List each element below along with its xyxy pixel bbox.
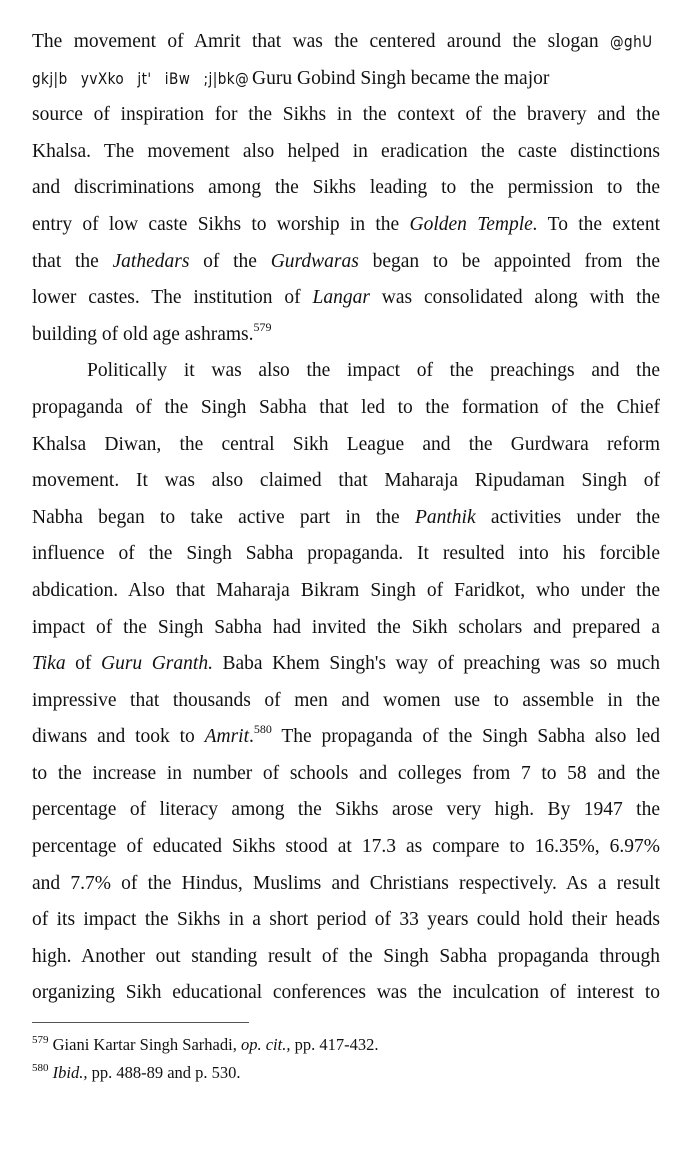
text-line xyxy=(32,646,660,683)
text-line: of its impact the Sikhs in a short period of 33 years could hold their heads xyxy=(32,909,660,931)
text-line: percentage of literacy among the Sikhs arose very high. By 1947 the xyxy=(32,799,660,821)
italic-term: op. cit., xyxy=(240,1035,291,1054)
text-line: and 7.7% of the Hindus, Muslims and Christians respectively. As a result xyxy=(32,872,660,894)
text-line: high. Another out standing result of the Singh Sabha propaganda through xyxy=(32,945,660,967)
text-line xyxy=(32,244,660,281)
paragraph-amrit-movement xyxy=(32,24,660,353)
text: pp. 488-89 and p. 530. xyxy=(87,1063,241,1082)
text-line xyxy=(32,207,660,244)
text-line: Politically it was also the impact of the preachings and the xyxy=(87,360,660,382)
gurmukhi-slogan: @ghU xyxy=(609,32,653,51)
footnote-579 xyxy=(32,1031,660,1059)
footnote-number: 579 xyxy=(32,1034,49,1046)
text: of xyxy=(65,653,101,675)
italic-term: Jathedars xyxy=(112,250,190,272)
text-line: Khalsa Diwan, the central Sikh League and the Gurdwara reform xyxy=(32,433,660,455)
text-line: impact of the Singh Sabha had invited the Sikh scholars and prepared a xyxy=(32,616,660,638)
footnote-ref-579[interactable]: 579 xyxy=(253,319,272,334)
document-body xyxy=(32,24,660,1012)
italic-term: Tika xyxy=(32,653,66,675)
text-line: Khalsa. The movement also helped in eradication the caste distinctions xyxy=(32,140,660,162)
text-line xyxy=(32,719,660,756)
italic-term: Ibid., xyxy=(52,1063,88,1082)
italic-term: Amrit xyxy=(204,726,250,748)
footnote-580 xyxy=(32,1059,660,1087)
text: of the xyxy=(189,250,271,272)
text: began to be appointed from the xyxy=(358,250,660,272)
text-line xyxy=(32,317,660,354)
text-line: to the increase in number of schools and colleges from 7 to 58 and the xyxy=(32,762,660,784)
text: activities under the xyxy=(475,506,660,528)
text-line: source of inspiration for the Sikhs in the context of the bravery and the xyxy=(32,104,660,126)
text: Giani Kartar Singh Sarhadi, xyxy=(48,1035,241,1054)
text-line: movement. It was also claimed that Maharaja Ripudaman Singh of xyxy=(32,470,660,492)
text: Baba Khem Singh's way of preaching was so much xyxy=(212,653,661,675)
text-line: influence of the Singh Sabha propaganda. It resulted into his forcible xyxy=(32,543,660,565)
text-line: impressive that thousands of men and women use to assemble in the xyxy=(32,689,660,711)
text: . xyxy=(249,726,254,748)
text-line: organizing Sikh educational conferences was the inculcation of interest to xyxy=(32,982,660,1004)
text: diwans and took to xyxy=(32,726,205,748)
footnote-ref-580[interactable]: 580 xyxy=(253,722,272,737)
text: The movement of Amrit that was the centered around the slogan xyxy=(32,31,610,52)
text-line: abdication. Also that Maharaja Bikram Singh of Faridkot, who under the xyxy=(32,579,660,601)
italic-term: Guru Granth. xyxy=(100,653,213,675)
footnote-number: 580 xyxy=(32,1062,49,1074)
text-line xyxy=(32,280,660,317)
footnote-divider xyxy=(32,1022,249,1023)
text-line xyxy=(32,24,660,61)
footnotes xyxy=(32,1031,660,1087)
text: Guru Gobind Singh became the major xyxy=(237,67,550,89)
text-line xyxy=(32,500,660,537)
gurmukhi-slogan: gkj|b yvXko jt' iBw ;j|bk@ xyxy=(32,68,250,88)
text: that the xyxy=(32,250,113,272)
paragraph-political-impact xyxy=(32,353,660,1012)
text: entry of low caste Sikhs to worship in the xyxy=(32,213,410,235)
text: building of old age ashrams. xyxy=(32,323,254,345)
text-line: propaganda of the Singh Sabha that led to the formation of the Chief xyxy=(32,396,660,418)
italic-term: Golden Temple. xyxy=(409,213,538,235)
text: lower castes. The institution of xyxy=(32,287,313,309)
text-line: and discriminations among the Sikhs leading to the permission to the xyxy=(32,177,660,199)
text: Nabha began to take active part in the xyxy=(32,506,415,528)
text-line xyxy=(32,61,660,98)
text: pp. 417-432. xyxy=(290,1035,379,1054)
italic-term: Panthik xyxy=(414,506,476,528)
text: The propaganda of the Singh Sabha also led xyxy=(271,726,660,748)
text-line: percentage of educated Sikhs stood at 17.3 as compare to 16.35%, 6.97% xyxy=(32,836,660,858)
text: was consolidated along with the xyxy=(369,287,660,309)
italic-term: Langar xyxy=(312,287,370,309)
italic-term: Gurdwaras xyxy=(270,250,359,272)
text: To the extent xyxy=(537,213,660,235)
